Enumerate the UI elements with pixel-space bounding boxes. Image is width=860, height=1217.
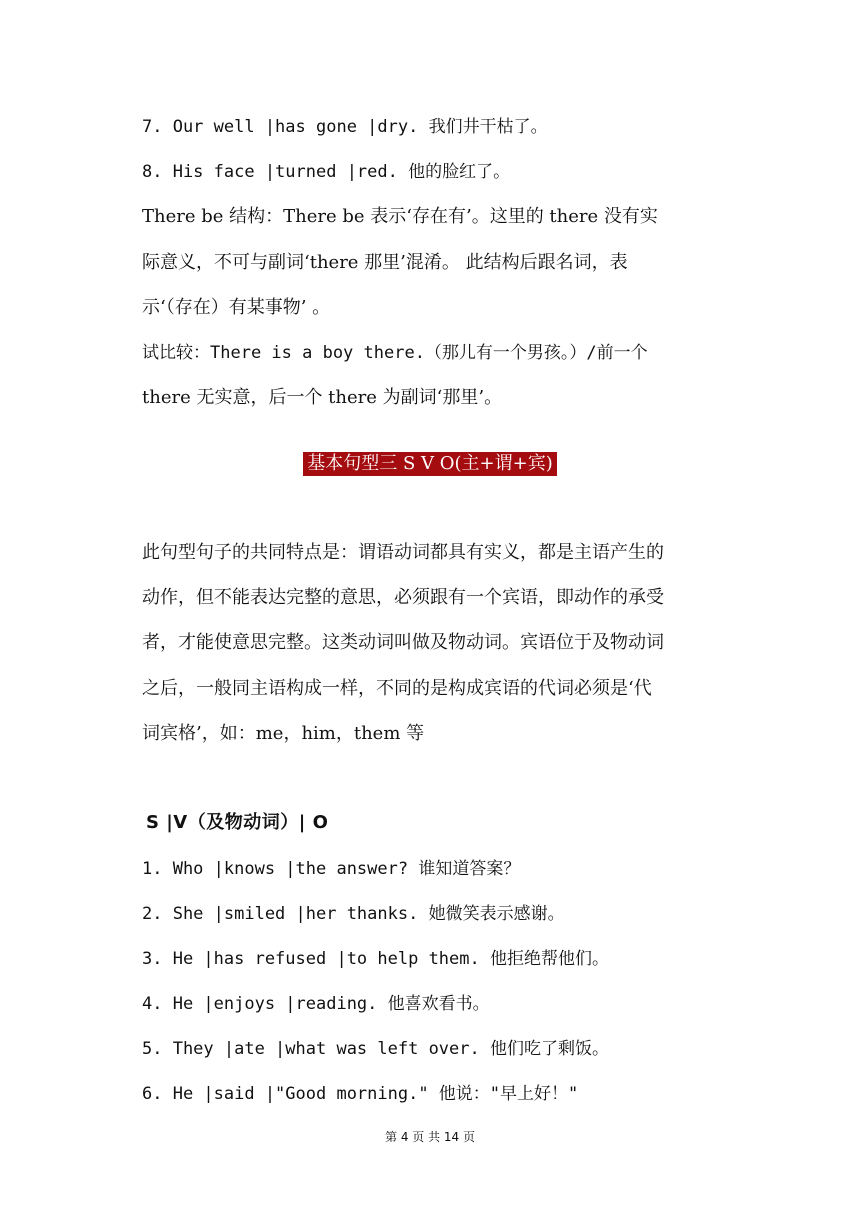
sentence-pattern: S |V（及物动词）| O bbox=[146, 812, 329, 833]
section-heading: 基本句型三 S V O(主+谓+宾) bbox=[303, 452, 556, 476]
example-5: 5. They |ate |what was left over. 他们吃了剩饭。 bbox=[142, 1039, 609, 1059]
there-be-line-3: 示‘（存在）有某事物’ 。 bbox=[142, 297, 331, 318]
paragraph-line-3: 者，才能使意思完整。这类动词叫做及物动词。宾语位于及物动词 bbox=[142, 632, 664, 653]
example-1: 1. Who |knows |the answer? 谁知道答案？ bbox=[142, 859, 521, 879]
example-4: 4. He |enjoys |reading. 他喜欢看书。 bbox=[142, 994, 490, 1014]
example-2: 2. She |smiled |her thanks. 她微笑表示感谢。 bbox=[142, 904, 565, 924]
compare-line-1: 试比较：There is a boy there.（那儿有一个男孩。）/前一个 bbox=[142, 343, 648, 363]
example-3: 3. He |has refused |to help them. 他拒绝帮他们。 bbox=[142, 949, 609, 969]
example-6: 6. He |said |"Good morning." 他说："早上好！" bbox=[142, 1084, 579, 1104]
example-8: 8. His face |turned |red. 他的脸红了。 bbox=[142, 162, 511, 182]
page-footer: 第 4 页 共 14 页 bbox=[385, 1130, 475, 1144]
there-be-line-1: There be 结构：There be 表示‘存在有’。这里的 there 没有实 bbox=[142, 206, 658, 227]
paragraph-line-4: 之后，一般同主语构成一样，不同的是构成宾语的代词必须是‘代 bbox=[142, 678, 652, 699]
paragraph-line-5: 词宾格’，如：me，him，them 等 bbox=[142, 723, 425, 744]
paragraph-line-1: 此句型句子的共同特点是：谓语动词都具有实义，都是主语产生的 bbox=[142, 542, 664, 563]
section-heading-container bbox=[0, 452, 860, 476]
paragraph-line-2: 动作，但不能表达完整的意思，必须跟有一个宾语，即动作的承受 bbox=[142, 587, 664, 608]
there-be-line-2: 际意义，不可与副词‘there 那里’混淆。 此结构后跟名词，表 bbox=[142, 252, 628, 273]
example-7: 7. Our well |has gone |dry. 我们井干枯了。 bbox=[142, 117, 548, 137]
compare-line-2: there 无实意，后一个 there 为副词‘那里’。 bbox=[142, 387, 503, 408]
